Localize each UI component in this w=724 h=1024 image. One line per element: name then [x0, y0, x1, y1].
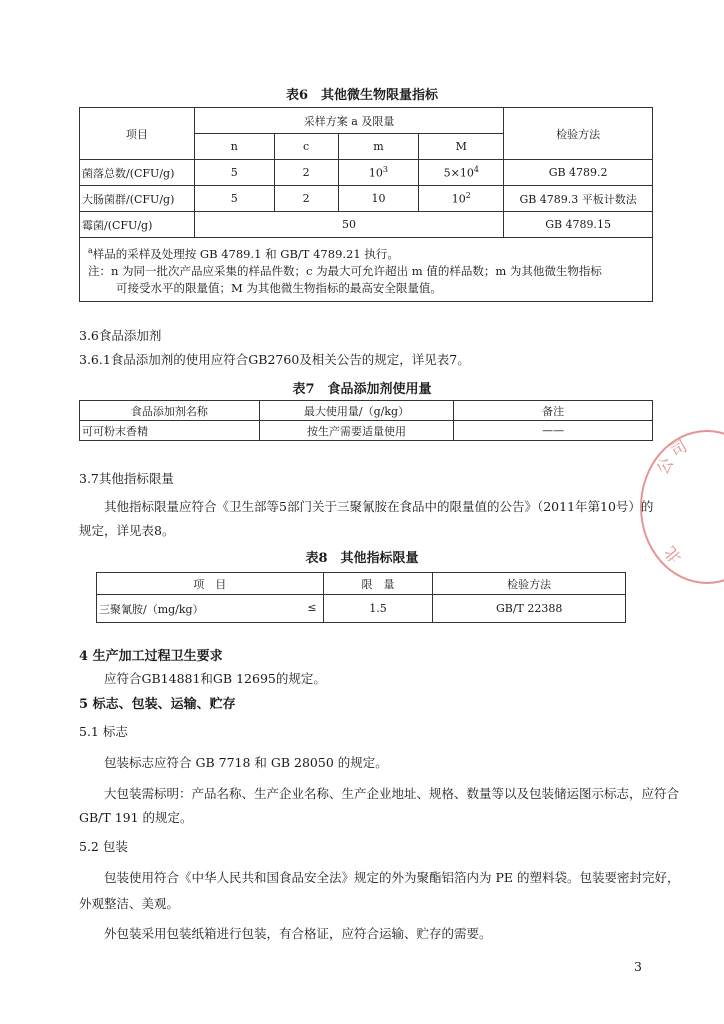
section-3-7-text: 其他指标限量应符合《卫生部等5部门关于三聚氰胺在食品中的限量值的公告》（2011年第10号）的 [104, 499, 654, 514]
table6-sub-c: c [274, 134, 338, 160]
table6-notes [80, 238, 653, 302]
table6-header-item: 项目 [80, 108, 195, 160]
table6-cell [338, 186, 419, 212]
table6-cell: GB 4789.3 平板计数法 [504, 186, 653, 212]
page-number: 3 [634, 959, 642, 974]
table8-cell [97, 595, 324, 623]
section-5-2-text-b: 外包装采用包装纸箱进行包装，有合格证，应符合运输、贮存的需要。 [104, 926, 492, 941]
value-base: 10 [371, 192, 386, 205]
table7 [79, 400, 653, 441]
table6-header-plan: 采样方案 a 及限量 [194, 108, 503, 134]
section-4-text: 应符合GB14881和GB 12695的规定。 [104, 671, 326, 686]
note-a-mark: a [88, 246, 93, 255]
note-2: 可接受水平的限量值；M 为其他微生物指标的最高安全限量值。 [116, 280, 442, 295]
table6-sub-M: M [419, 134, 504, 160]
section-5-2-text-a: 包装使用符合《中华人民共和国食品安全法》规定的外为聚酯铝箔内为 PE 的塑料袋。包装要密封完好， [104, 870, 680, 885]
table8 [96, 572, 626, 623]
table6-sub-n: n [194, 134, 274, 160]
table-row [80, 160, 653, 186]
table8-cell: GB/T 22388 [433, 595, 626, 623]
table7-header: 食品添加剂名称 [80, 401, 260, 421]
table6 [79, 107, 653, 302]
table-row [80, 421, 653, 441]
seal-char: 北 [660, 542, 686, 568]
table6-cell: 5 [194, 160, 274, 186]
value-exponent: 2 [465, 191, 471, 201]
table6-header-method: 检验方法 [504, 108, 653, 160]
table8-header: 限 量 [323, 573, 433, 595]
table8-item: 三聚氰胺/（mg/kg） [99, 602, 204, 616]
table6-cell: 2 [274, 186, 338, 212]
table-row [80, 212, 653, 238]
section-5-1-text-a: 包装标志应符合 GB 7718 和 GB 28050 的规定。 [104, 755, 388, 770]
table7-caption: 表7 食品添加剂使用量 [292, 382, 432, 397]
note-a-text: 样品的采样及处理按 GB 4789.1 和 GB/T 4789.21 执行。 [92, 246, 399, 261]
table8-caption: 表8 其他指标限量 [305, 551, 419, 566]
table6-cell: 大肠菌群/(CFU/g) [80, 186, 195, 212]
table6-cell: 2 [274, 160, 338, 186]
table6-cell: 霉菌/(CFU/g) [80, 212, 195, 238]
section-4-heading: 4 生产加工过程卫生要求 [79, 649, 223, 664]
section-5-1-heading: 5.1 标志 [79, 724, 128, 739]
table6-cell: GB 4789.2 [504, 160, 653, 186]
table7-cell: 可可粉末香精 [80, 421, 260, 441]
note-a [88, 242, 644, 263]
section-5-heading: 5 标志、包装、运输、贮存 [79, 697, 236, 712]
table6-cell: 菌落总数/(CFU/g) [80, 160, 195, 186]
section-3-7-text-cont: 规定，详见表8。 [79, 523, 175, 538]
table6-cell [419, 160, 504, 186]
table8-leq: ≤ [307, 600, 317, 614]
section-5-1-text-b-cont: GB/T 191 的规定。 [79, 810, 193, 825]
section-3-6-text: 3.6.1食品添加剂的使用应符合GB2760及相关公告的规定，详见表7。 [79, 352, 470, 367]
table7-header: 备注 [454, 401, 653, 421]
table6-caption: 表6 其他微生物限量指标 [285, 88, 439, 103]
value-base: 5×10 [443, 166, 474, 180]
table7-header: 最大使用量/（g/kg） [259, 401, 454, 421]
section-3-7-heading: 3.7其他指标限量 [79, 471, 174, 486]
table6-cell [419, 186, 504, 212]
table8-cell: 1.5 [323, 595, 433, 623]
note-1: 注：n 为同一批次产品应采集的样品件数；c 为最大可允许超出 m 值的样品数；m 为其他微生物指标 [88, 263, 602, 278]
table6-cell: 5 [194, 186, 274, 212]
value-base: 10 [368, 166, 383, 180]
table7-cell: —— [454, 421, 653, 441]
table6-cell [338, 160, 419, 186]
table-row [97, 595, 626, 623]
value-exponent: 4 [473, 165, 479, 175]
section-5-2-heading: 5.2 包装 [79, 839, 128, 854]
section-3-6-heading: 3.6食品添加剂 [79, 328, 162, 343]
table6-cell: 50 [194, 212, 503, 238]
seal-char: 司 [666, 436, 691, 461]
table6-sub-m: m [338, 134, 419, 160]
table8-header: 项 目 [97, 573, 324, 595]
table6-cell: GB 4789.15 [504, 212, 653, 238]
section-5-2-text-a-cont: 外观整洁、美观。 [79, 896, 180, 911]
value-base: 10 [451, 192, 466, 206]
value-exponent: 3 [382, 165, 388, 175]
table-row [80, 186, 653, 212]
seal-char: 公 [652, 454, 678, 478]
table7-cell: 按生产需要适量使用 [259, 421, 454, 441]
section-5-1-text-b: 大包装需标明：产品名称、生产企业名称、生产企业地址、规格、数量等以及包装储运图示标志，应符合 [104, 786, 680, 801]
table8-header: 检验方法 [433, 573, 626, 595]
